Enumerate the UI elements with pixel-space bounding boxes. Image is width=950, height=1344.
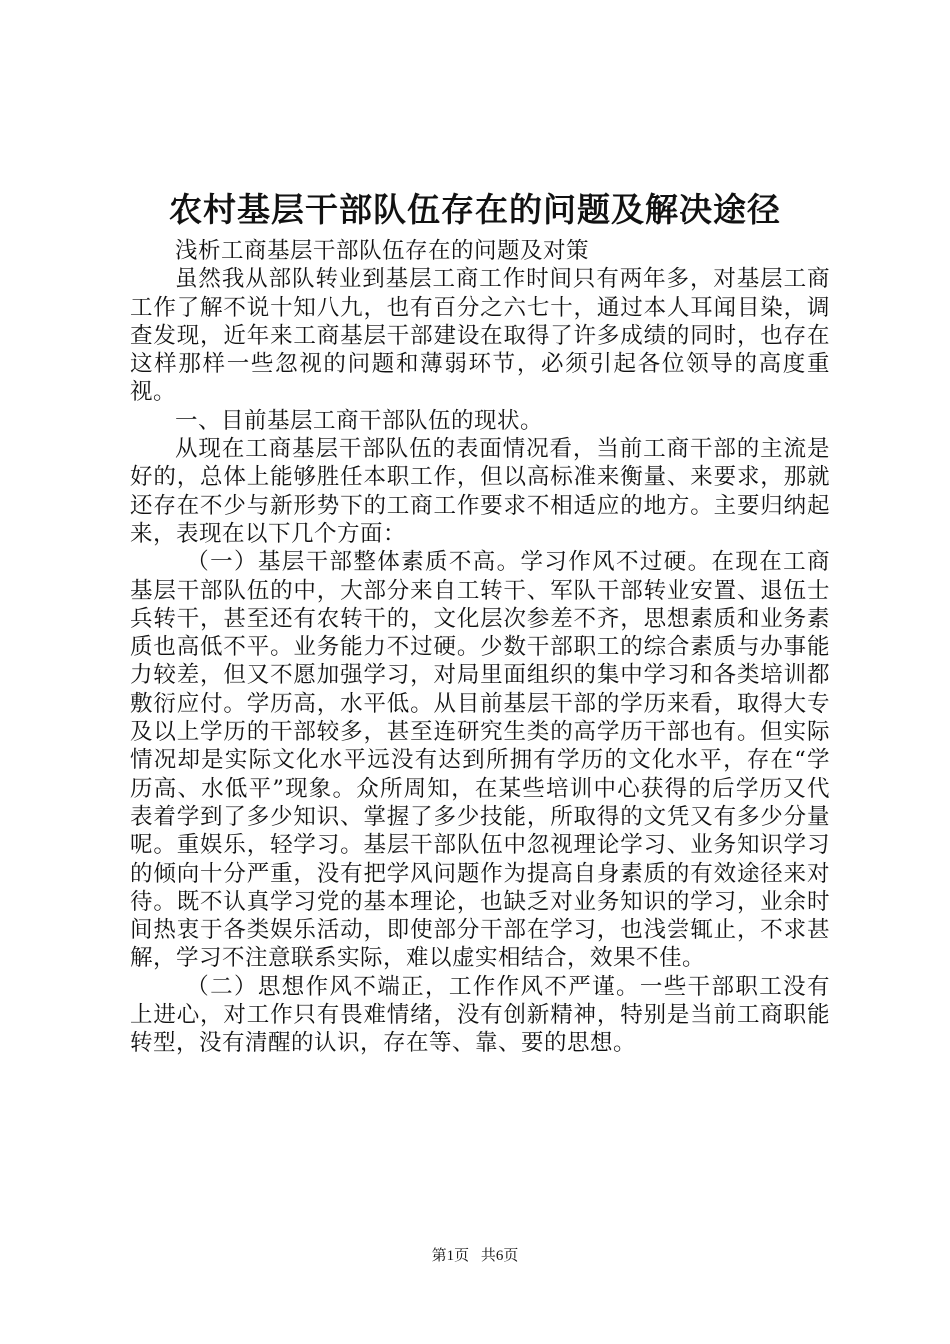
page-number-footer: 第1页 共6页: [431, 1248, 519, 1264]
paragraph-overview: 从现在工商基层干部队伍的表面情况看，当前工商干部的主流是好的，总体上能够胜任本职工作，但以高标准来衡量、来要求，那就还存在不少与新形势下的工商工作要求不相适应的地方。主要归纳起来，表现在以下几个方面：: [130, 436, 830, 547]
paragraph-intro: 虽然我从部队转业到基层工商工作时间只有两年多，对基层工商工作了解不说十知八九，也有百分之六七十，通过本人耳闻目染，调查发现，近年来工商基层干部建设在取得了许多成绩的同时，也存在这样那样一些忽视的问题和薄弱环节，必须引起各位领导的高度重视。: [130, 266, 830, 406]
paragraph-subtitle: 浅析工商基层干部队伍存在的问题及对策: [175, 238, 590, 264]
paragraph-point-two: （二）思想作风不端正，工作作风不严谨。一些干部职工没有上进心，对工作只有畏难情绪，没有创新精神，特别是当前工商职能转型，没有清醒的认识，存在等、靠、要的思想。: [130, 973, 830, 1057]
document-body: [130, 237, 830, 1058]
paragraph-section-heading: 一、目前基层工商干部队伍的现状。: [175, 407, 544, 434]
paragraph-point-one: （一）基层干部整体素质不高。学习作风不过硬。在现在工商基层干部队伍的中，大部分来自工转干、军队干部转业安置、退伍士兵转干，甚至还有农转干的，文化层次参差不齐，思想素质和业务素质也高低不平。业务能力不过硬。少数干部职工的综合素质与办事能力较差，但又不愿加强学习，对局里面组织的集中学习和各类培训都敷衍应付。学历高，水平低。从目前基层干部的学历来看，取得大专及以上学历的干部较多，甚至连研究生类的高学历干部也有。但实际情况却是实际文化水平远没有达到所拥有学历的文化水平，存在“学历高、水低平”现象。众所周知，在某些培训中心获得的后学历又代表着学到了多少知识、掌握了多少技能，所取得的文凭又有多少分量呢。重娱乐，轻学习。基层干部队伍中忽视理论学习、业务知识学习的倾向十分严重，没有把学风问题作为提高自身素质的有效途径来对待。既不认真学习党的基本理论，也缺乏对业务知识的学习，业余时间热衷于各类娱乐活动，即使部分干部在学习，也浅尝辄止，不求甚解，学习不注意联系实际，难以虚实相结合，效果不佳。: [130, 549, 830, 972]
document-title: 农村基层干部队伍存在的问题及解决途径: [169, 190, 781, 229]
